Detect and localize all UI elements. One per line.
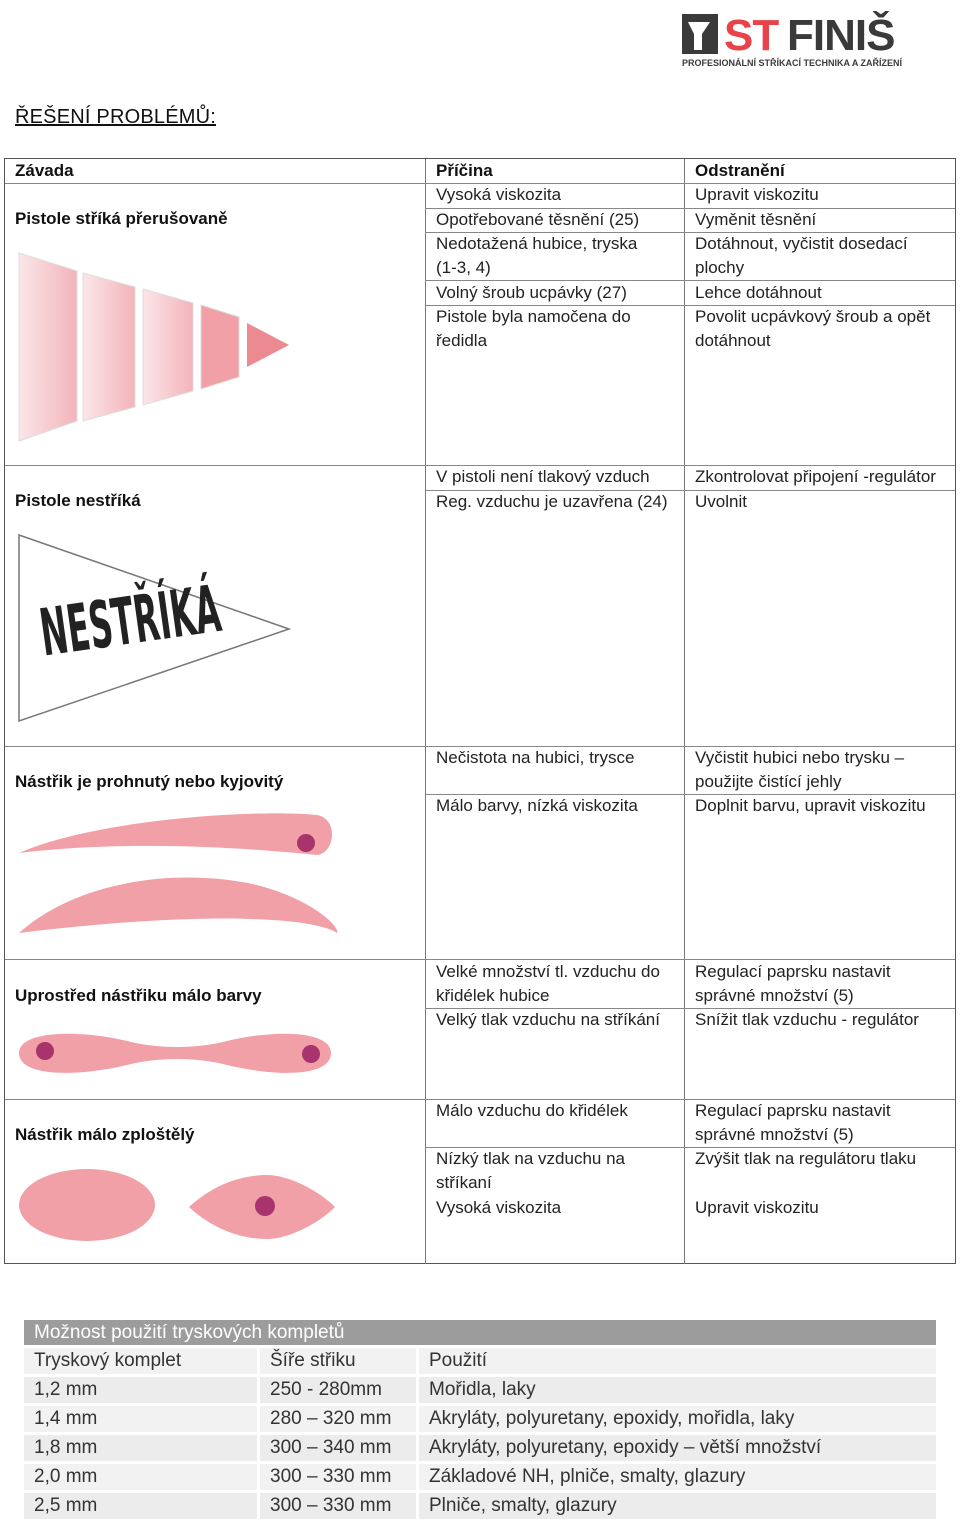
kits-title: Možnost použití tryskových kompletů — [24, 1320, 936, 1345]
page-title: ŘEŠENÍ PROBLÉMŮ: — [15, 106, 217, 128]
brand-logo — [680, 8, 945, 70]
cause-cell: Nízký tlak na vzduchu na stříkaní — [436, 1149, 625, 1192]
fix-cell: Upravit viskozitu — [695, 185, 819, 204]
kits-header-kit: Tryskový komplet — [24, 1348, 260, 1374]
spray-width: 300 – 330 mm — [260, 1464, 419, 1490]
brand-tagline: PROFESIONÁLNÍ STŘÍKACÍ TECHNIKA A ZAŘÍZENÍ — [682, 58, 902, 68]
spray-width: 300 – 340 mm — [260, 1435, 419, 1461]
brand-wordmark — [724, 9, 894, 60]
fault-thin-center: Uprostřed nástřiku málo barvy — [15, 986, 262, 1005]
fault-no-spray: Pistole nestříká — [15, 491, 141, 510]
kits-rows — [24, 1345, 936, 1519]
fix-cell: Snížit tlak vzduchu - regulátor — [695, 1010, 919, 1029]
svg-text:ST: ST — [724, 11, 779, 60]
kit-use: Akryláty, polyuretany, epoxidy – větší množství — [429, 1437, 822, 1458]
cause-cell: Málo vzduchu do křidélek — [436, 1101, 628, 1120]
fix-cell: Zkontrolovat připojení -regulátor — [695, 467, 936, 486]
kit-size: 1,8 mm — [24, 1435, 260, 1461]
kit-use: Plniče, smalty, glazury — [429, 1495, 617, 1516]
cause-cell: Vysoká viskozita — [436, 185, 562, 204]
kit-size: 2,0 mm — [24, 1464, 260, 1490]
spray-gun-logo-icon — [680, 8, 945, 70]
fix-cell: Uvolnit — [695, 492, 747, 511]
table-row — [24, 1432, 936, 1461]
cause-cell: Málo barvy, nízká viskozita — [436, 796, 638, 815]
cause-cell: V pistoli není tlakový vzduch — [436, 467, 650, 486]
not-flat-spray-illustration — [17, 1167, 347, 1243]
fix-cell: Zvýšit tlak na regulátoru tlaku — [695, 1149, 917, 1168]
kit-use: Akryláty, polyuretany, epoxidy, mořidla, laky — [429, 1408, 795, 1429]
header-fix: Odstranění — [695, 161, 785, 180]
cause-cell: Vysoká viskozita — [436, 1198, 562, 1217]
kit-use: Základové NH, plniče, smalty, glazury — [429, 1466, 746, 1487]
cause-cell: Velké množství tl. vzduchu do křidélek hubice — [436, 962, 660, 1005]
table-row — [24, 1490, 936, 1519]
fix-cell: Povolit ucpávkový šroub a opět dotáhnout — [695, 307, 931, 350]
cause-cell: Nedotažená hubice, tryska (1-3, 4) — [436, 234, 638, 277]
fault-intermittent: Pistole stříká přerušovaně — [15, 209, 228, 228]
spray-width: 250 - 280mm — [260, 1377, 419, 1403]
fix-cell: Doplnit barvu, upravit viskozitu — [695, 796, 926, 815]
fix-cell: Lehce dotáhnout — [695, 283, 822, 302]
kit-size: 1,4 mm — [24, 1406, 260, 1432]
header-fault: Závada — [15, 161, 74, 180]
cause-cell: Nečistota na hubici, trysce — [436, 748, 635, 767]
fix-cell: Vyměnit těsnění — [695, 210, 817, 229]
cause-cell: Opotřebované těsnění (25) — [436, 210, 640, 229]
curved-spray-illustration — [17, 809, 347, 941]
troubleshooting-table — [4, 158, 956, 1264]
table-row — [24, 1461, 936, 1490]
fix-cell: Vyčistit hubici nebo trysku – použijte čistící jehly — [695, 748, 905, 791]
cause-cell: Pistole byla namočena do ředidla — [436, 307, 631, 350]
fix-cell: Dotáhnout, vyčistit dosedací plochy — [695, 234, 908, 277]
kit-use: Mořidla, laky — [429, 1379, 536, 1400]
fix-cell: Regulací paprsku nastavit správné množství (5) — [695, 962, 891, 1005]
intermittent-spray-illustration — [17, 251, 297, 443]
nozzle-kits-table — [24, 1320, 936, 1519]
header-cause: Příčina — [436, 161, 493, 180]
kit-size: 2,5 mm — [24, 1493, 260, 1519]
cause-cell: Reg. vzduchu je uzavřena (24) — [436, 492, 668, 511]
fault-curved: Nástřik je prohnutý nebo kyjovitý — [15, 772, 284, 791]
svg-text:FINIŠ: FINIŠ — [787, 11, 895, 60]
kit-size: 1,2 mm — [24, 1377, 260, 1403]
fault-not-flat: Nástřik málo zploštělý — [15, 1125, 195, 1144]
kits-header-use: Použití — [429, 1350, 488, 1371]
spray-width: 280 – 320 mm — [260, 1406, 419, 1432]
cause-cell: Volný šroub ucpávky (27) — [436, 283, 627, 302]
spray-width: 300 – 330 mm — [260, 1493, 419, 1519]
fix-cell: Upravit viskozitu — [695, 1198, 819, 1217]
table-row — [24, 1374, 936, 1403]
kits-header-width: Šíře střiku — [260, 1348, 419, 1374]
thin-center-spray-illustration — [17, 1027, 337, 1081]
fix-cell: Regulací paprsku nastavit správné množství (5) — [695, 1101, 891, 1144]
cause-cell: Velký tlak vzduchu na stříkání — [436, 1010, 660, 1029]
kits-header-row — [24, 1345, 936, 1374]
no-spray-illustration — [17, 533, 297, 723]
no-spray-label: NESTŘÍKÁ — [35, 571, 226, 672]
table-row — [24, 1403, 936, 1432]
